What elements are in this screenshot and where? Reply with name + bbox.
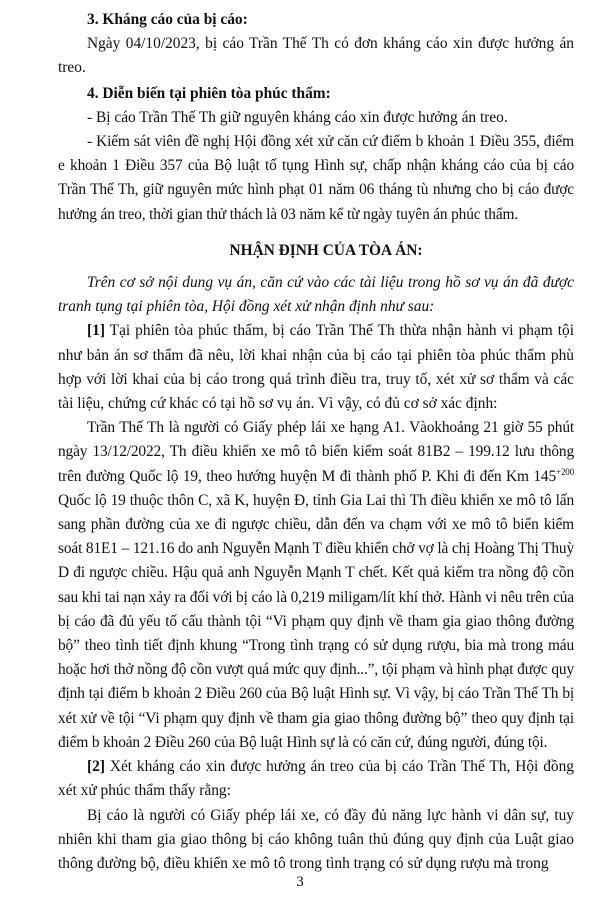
finding-2 [58,755,574,803]
section-4-item: - Kiểm sát viên đề nghị Hội đồng xét xử căn cứ điểm b khoản 1 Điều 355, điểm e khoản 1 Điều 357 của Bộ luật tố tụng Hình sự, chấp nhận kháng cáo của bị cáo Trần Thế Th, giữ nguyên mức hình phạt 01 năm 06 tháng tù nhưng cho bị cáo được hưởng án treo, thời gian thử thách là 03 năm kể từ ngày tuyên án phúc thẩm. [58,133,574,223]
court-findings-title: NHẬN ĐỊNH CỦA TÒA ÁN: [229,241,423,259]
finding-1-details-part2: Quốc lộ 19 thuộc thôn C, xã K, huyện Đ, tỉnh Gia Lai thì Th điều khiển xe mô tô lấn sang phần đường của xe đi ngược chiều, dẫn đến va chạm với xe mô tô biển kiểm soát 81E1 – 121.16 do anh Nguyễn Mạnh T điều khiển chở vợ là chị Hoàng Thị Thuỳ D đi ngược chiều. Hậu quả anh Nguyễn Mạnh T chết. Kết quả kiểm tra nồng độ cồn sau khi tai nạn xảy ra đối với bị cáo là 0,219 miligam/lít khí thở. Hành vi nêu trên của bị cáo đã đủ yếu tố cấu thành tội “Vi phạm quy định về tham gia giao thông đường bộ” theo tình tiết định khung “Trong tình trạng có sử dụng rượu, bia mà trong máu hoặc hơi thở nồng độ cồn vượt quá mức quy định...”, tội phạm và hình phạt được quy định tại điểm b khoản 2 Điều 260 của Bộ luật Hình sự. Vì vậy, bị cáo Trần Thế Th bị xét xử về tội “Vi phạm quy định về tham gia giao thông đường bộ” theo quy định tại điểm b khoản 2 Điều 260 của Bộ luật Hình sự là có căn cứ, đúng người, đúng tội. [58,491,574,751]
finding-1 [58,319,574,416]
finding-2-text: Xét kháng cáo xin được hưởng án treo của bị cáo Trần Thế Th, Hội đồng xét xử phúc thẩm thấy rằng: [58,758,574,800]
finding-2-continuation: Bị cáo là người có Giấy phép lái xe, có đầy đủ năng lực hành vi dân sự, tuy nhiên khi tham gia giao thông bị cáo không tuân thủ đúng quy định của Luật giao thông đường bộ, điều khiển xe mô tô trong tình trạng có sử dụng rượu mà trong [58,806,574,872]
court-intro: Trên cơ sở nội dung vụ án, căn cứ vào các tài liệu trong hồ sơ vụ án đã được tranh tụng tại phiên tòa, Hội đồng xét xử nhận định như sau: [58,274,574,316]
finding-2-label: [2] [87,758,105,776]
section-3-heading: 3. Kháng cáo của bị cáo: [87,11,248,28]
section-4-heading: 4. Diễn biến tại phiên tòa phúc thẩm: [87,84,331,102]
section-3-body: Ngày 04/10/2023, bị cáo Trần Thế Th có đơn kháng cáo xin được hưởng án treo. [58,35,574,77]
finding-1-details-part1: Trần Thế Th là người có Giấy phép lái xe hạng A1. Vàokhoảng 21 giờ 55 phút ngày 13/12/2022, Th điều khiển xe mô tô biển kiểm soát 81B2 – 199.12 lưu thông trên đường Quốc lộ 19, theo hướng huyện M đi thành phố P. Khi đi đến Km 145 [58,419,574,485]
section-4-item: - Bị cáo Trần Thế Th giữ nguyên kháng cáo xin được hưởng án treo. [87,108,508,126]
finding-1-details [58,416,574,755]
page-number: 3 [296,874,304,890]
finding-1-label: [1] [87,322,105,340]
km-superscript: +200 [556,466,574,477]
finding-1-text: Tại phiên tòa phúc thẩm, bị cáo Trần Thế Th thừa nhận hành vi phạm tội như bản án sơ thẩm đã nêu, lời khai nhận của bị cáo tại phiên tòa phúc thẩm phù hợp với lời khai của bị cáo trong quá trình điều tra, truy tố, xét xử sơ thẩm và các tài liệu, chứng cứ khác có tại hồ sơ vụ án. Vì vậy, có đủ cơ sở xác định: [58,322,574,413]
